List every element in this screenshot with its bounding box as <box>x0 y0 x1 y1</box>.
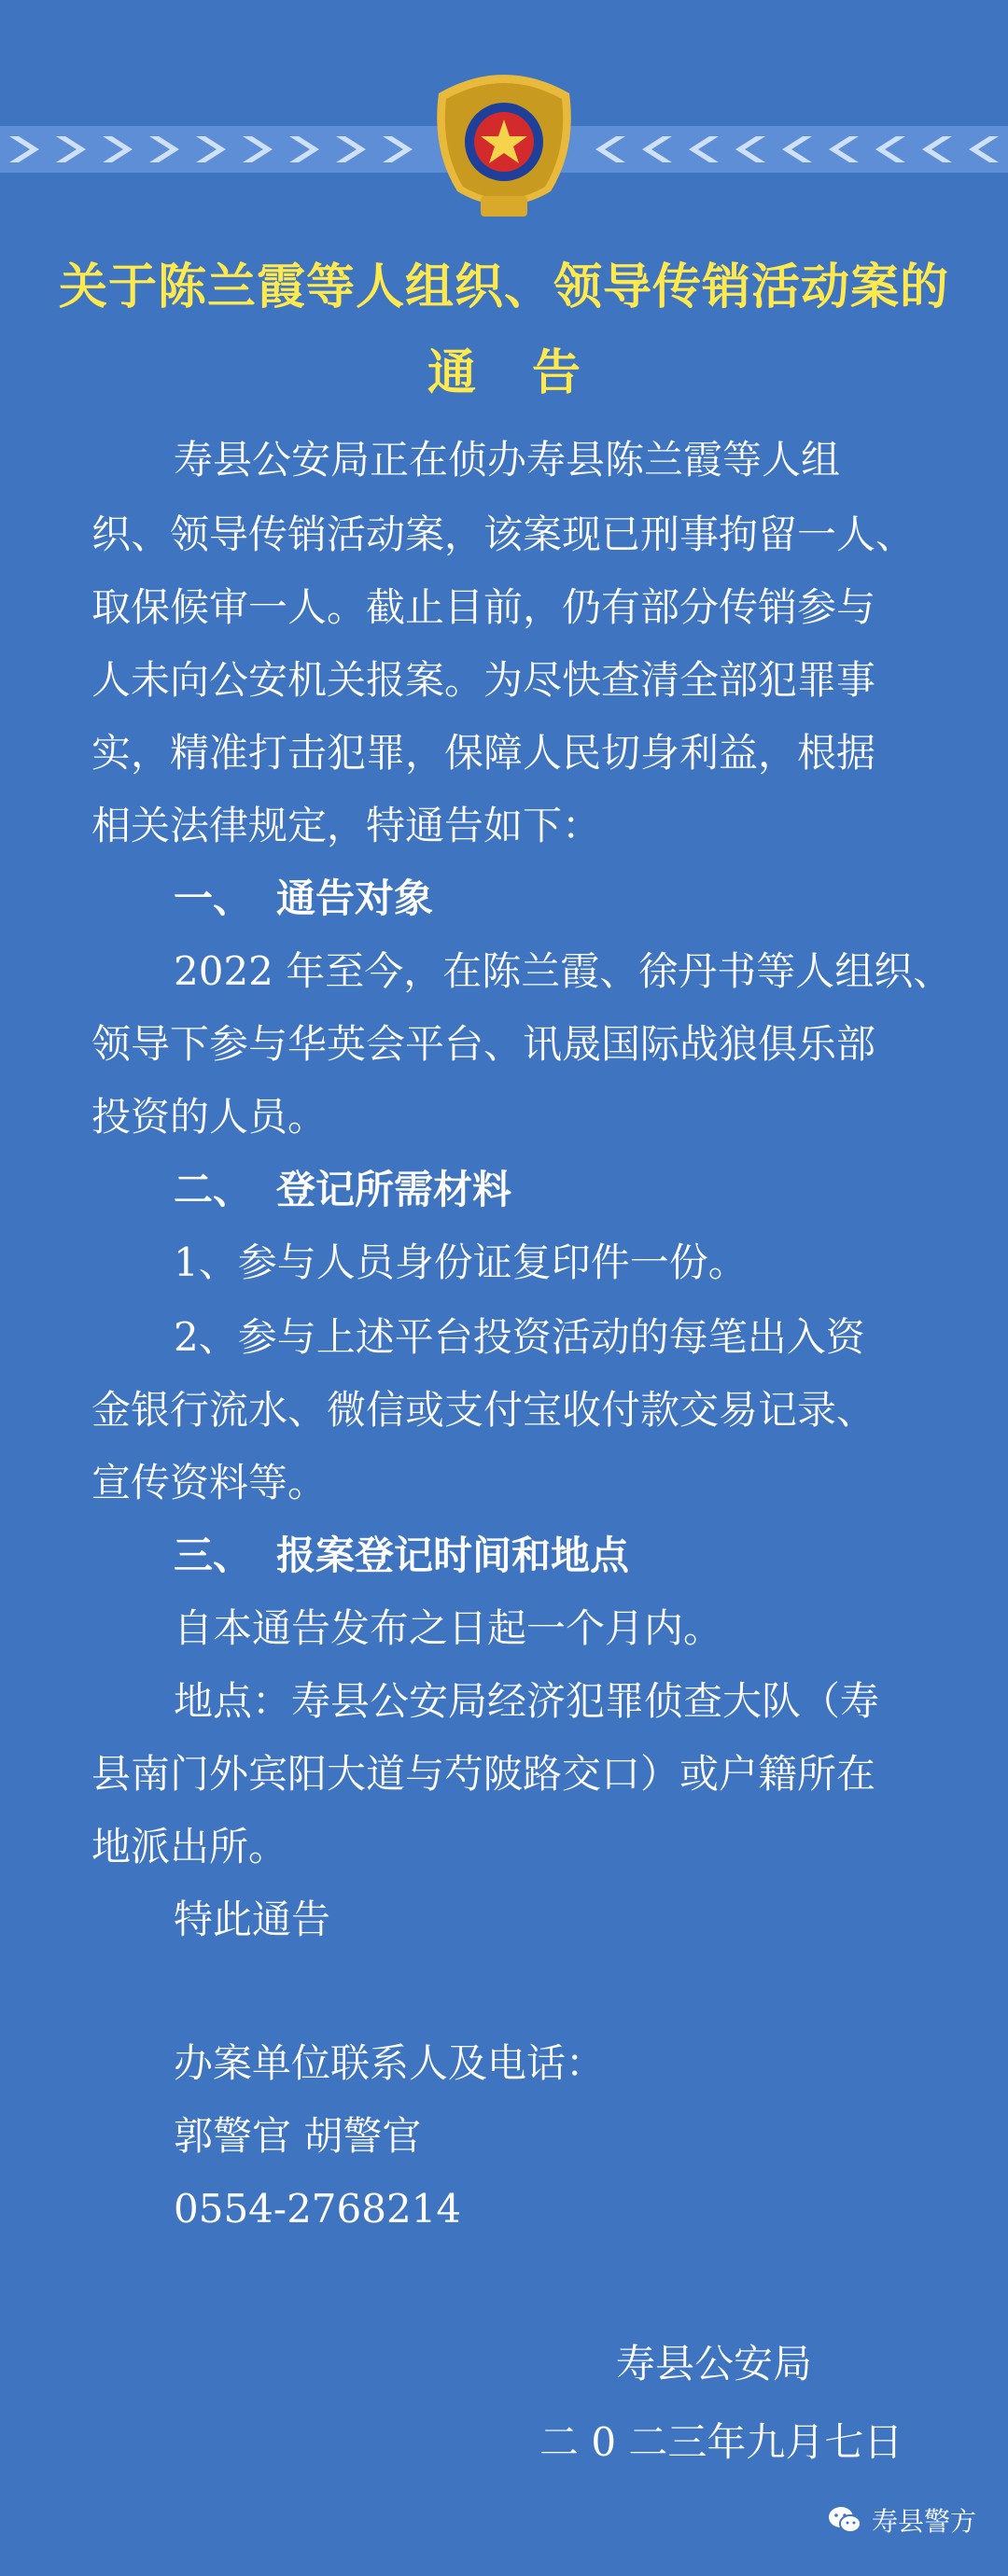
closing-text: 特此通告 <box>174 1897 331 1942</box>
section-1-line: 2022 年至今，在陈兰霞、徐丹书等人组织、 <box>174 948 953 994</box>
title-line-1: 关于陈兰霞等人组织、领导传销活动案的 <box>58 259 949 315</box>
section-1-number: 一、 <box>174 875 253 921</box>
signature-date: 二 0 二三年九月七日 <box>539 2419 903 2465</box>
intro-line: 人未向公安机关报案。为尽快查清全部犯罪事 <box>91 657 876 703</box>
section-1-line: 投资的人员。 <box>91 1094 328 1140</box>
signature-org: 寿县公安局 <box>616 2341 813 2387</box>
section-3-place-line: 地点：寿县公安局经济犯罪侦查大队（寿 <box>174 1678 880 1724</box>
notice-title <box>28 245 980 416</box>
intro-line: 织、领导传销活动案，该案现已刑事拘留一人、 <box>91 511 916 557</box>
section-3-title: 报案登记时间和地点 <box>276 1533 630 1578</box>
section-1-title: 通告对象 <box>276 875 434 921</box>
section-3-number: 三、 <box>174 1533 253 1578</box>
section-1-heading <box>174 875 433 922</box>
intro-line: 相关法律规定，特通告如下： <box>91 803 602 848</box>
section-2-item-1: 1、参与人员身份证复印件一份。 <box>174 1239 748 1285</box>
footer-account <box>827 2501 976 2539</box>
section-3-time: 自本通告发布之日起一个月内。 <box>174 1605 723 1651</box>
contact-phone: 0554-2768214 <box>174 2186 462 2232</box>
section-2-item-2-line: 金银行流水、微信或支付宝收付款交易记录、 <box>91 1387 876 1433</box>
intro-line: 取保候审一人。截止目前，仍有部分传销参与 <box>91 584 876 630</box>
contact-label: 办案单位联系人及电话： <box>174 2040 606 2086</box>
section-2-heading <box>174 1167 511 1213</box>
contact-names: 郭警官 胡警官 <box>174 2113 422 2159</box>
title-line-2: 通告 <box>427 345 637 401</box>
police-emblem-icon <box>437 75 571 217</box>
banner <box>0 56 1008 243</box>
intro-line: 寿县公安局正在侦办寿县陈兰霞等人组 <box>174 437 841 483</box>
section-3-heading <box>174 1533 629 1579</box>
banner-wings <box>0 56 1008 243</box>
footer-account-name: 寿县警方 <box>871 2506 976 2537</box>
section-2-title: 登记所需材料 <box>276 1167 512 1212</box>
section-2-item-2-line: 宣传资料等。 <box>91 1460 328 1505</box>
section-2-item-2-line: 2、参与上述平台投资活动的每笔出入资 <box>174 1314 865 1360</box>
section-2-number: 二、 <box>174 1167 253 1212</box>
section-3-place-line: 地派出所。 <box>91 1824 288 1869</box>
wechat-icon <box>827 2505 862 2535</box>
intro-line: 实，精准打击犯罪，保障人民切身利益，根据 <box>91 730 876 776</box>
section-1-line: 领导下参与华英会平台、讯晟国际战狼俱乐部 <box>91 1021 876 1067</box>
section-3-place-line: 县南门外宾阳大道与芍陂路交口）或户籍所在 <box>91 1751 876 1797</box>
